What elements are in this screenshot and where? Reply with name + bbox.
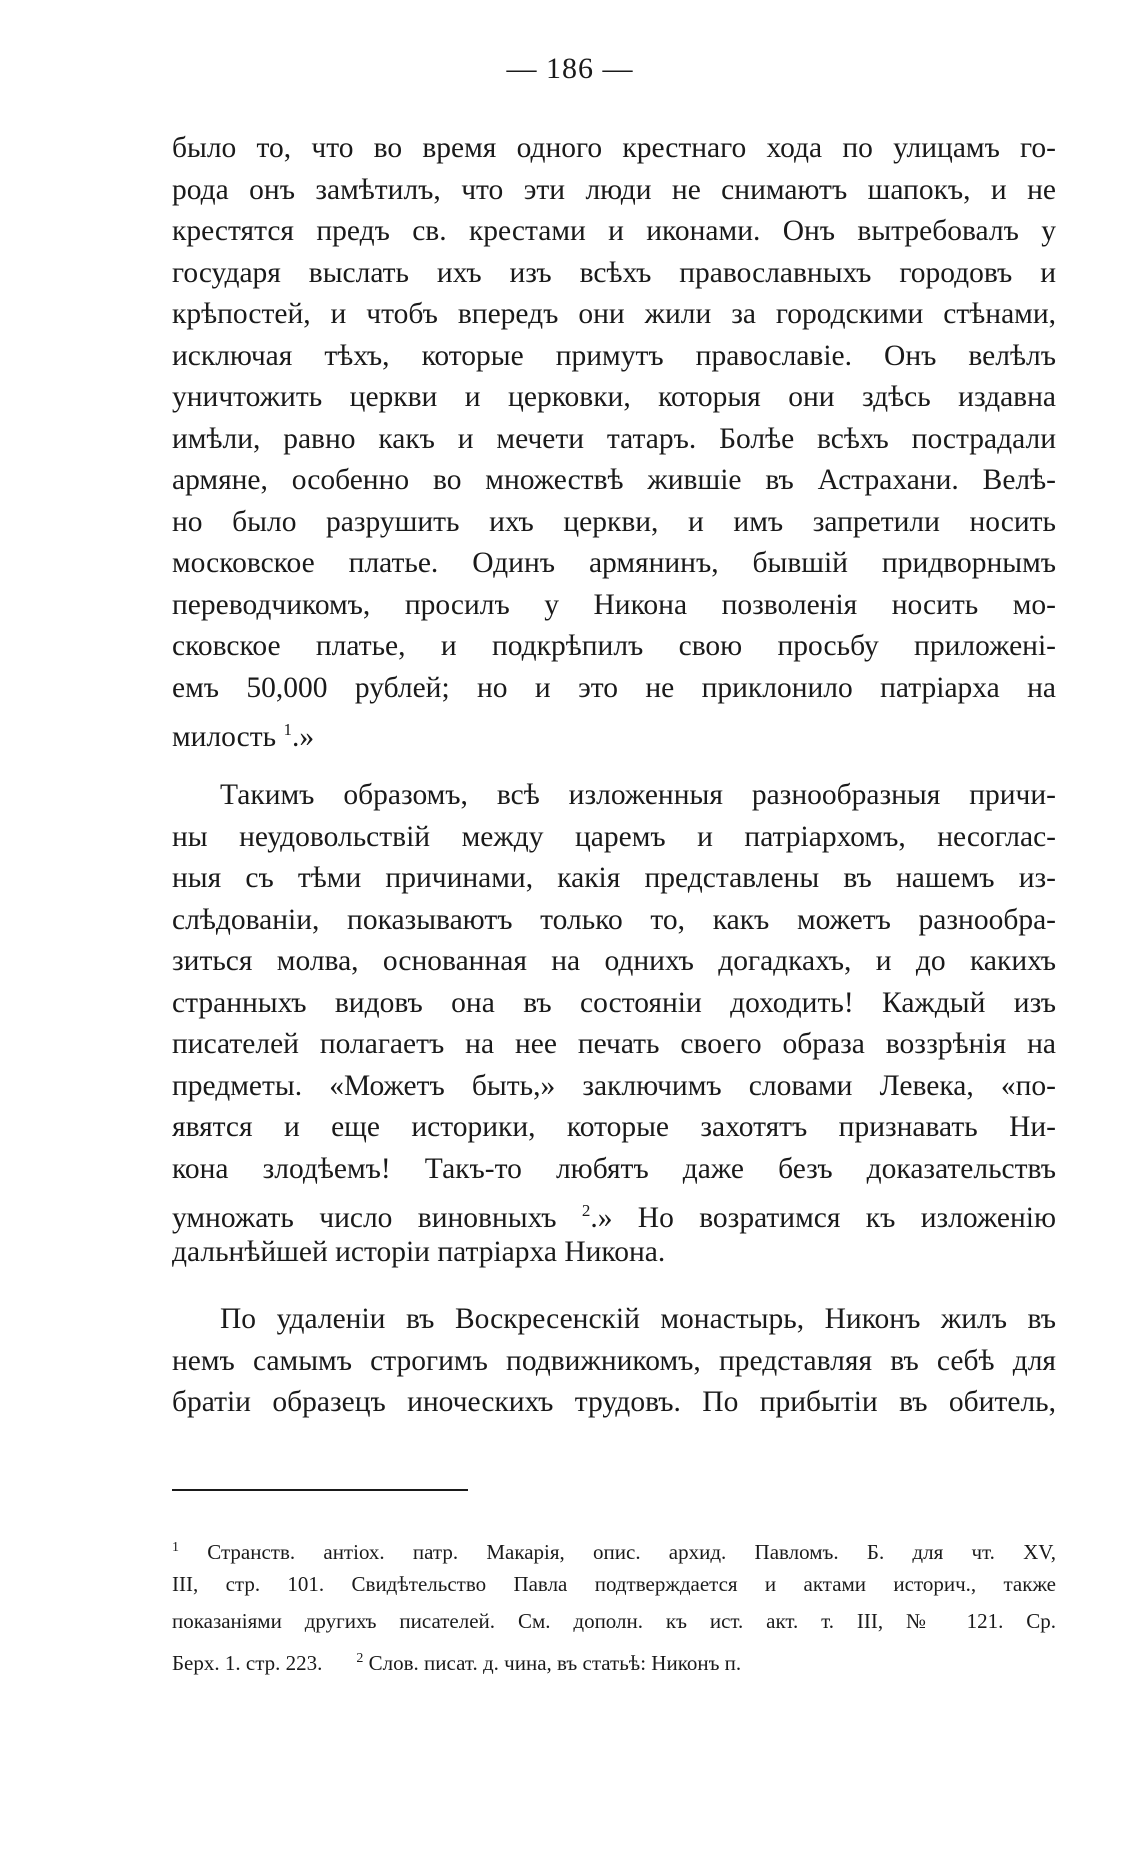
footnote-1-line: III, стр. 101. Свидѣтельство Павла подтверждается и актами историч., также xyxy=(172,1572,1056,1596)
paragraph-two xyxy=(172,775,1056,1273)
page-number: — 186 — xyxy=(506,52,634,85)
line-text: умножать число виновныхъ xyxy=(172,1201,557,1234)
footnote-1-2-line xyxy=(172,1640,1056,1677)
text-line: братіи образецъ иноческихъ трудовъ. По прибытіи въ обитель, xyxy=(172,1386,1056,1418)
text-line: государя выслать ихъ изъ всѣхъ православныхъ городовъ и xyxy=(172,256,1056,289)
text-line: исключая тѣхъ, которые примутъ православіе. Онъ велѣлъ xyxy=(172,339,1056,372)
text-line: московское платье. Одинъ армянинъ, бывшій придворнымъ xyxy=(172,547,1056,579)
footnote-ref-1: 1 xyxy=(283,720,292,739)
paragraph-three xyxy=(172,1299,1056,1424)
text-line: немъ самымъ строгимъ подвижникомъ, представляя въ себѣ для xyxy=(172,1344,1056,1377)
footnote-divider xyxy=(172,1489,468,1491)
footnote-ref-2: 2 xyxy=(581,1201,591,1220)
text-line: крестятся предъ св. крестами и иконами. Онъ вытребовалъ у xyxy=(172,215,1056,247)
footnote-mark-2: 2 xyxy=(356,1651,364,1666)
text-line: рода онъ замѣтилъ, что эти люди не снимаютъ шапокъ, и не xyxy=(172,173,1056,206)
text-line-with-ref xyxy=(172,1190,1056,1232)
footnote-text: Слов. писат. д. чина, въ статьѣ: Никонъ п. xyxy=(368,1651,742,1675)
text-line: крѣпостей, и чтобъ впередъ они жили за городскими стѣнами, xyxy=(172,298,1056,330)
text-line: слѣдованіи, показываютъ только то, какъ можетъ разнообра- xyxy=(172,903,1056,936)
text-line: переводчикомъ, просилъ у Никона позволенія носить мо- xyxy=(172,588,1056,621)
text-line: странныхъ видовъ она въ состояніи доходить! Каждый изъ xyxy=(172,986,1056,1019)
text-line: сковское платье, и подкрѣпилъ свою просьбу приложені- xyxy=(172,630,1056,662)
footnote-mark-1: 1 xyxy=(172,1540,179,1555)
line-text: милость xyxy=(172,720,277,753)
text-line: явятся и еще историки, которые захотятъ признавать Ни- xyxy=(172,1111,1056,1143)
line-text-after: .» Но возратимся къ изложенію xyxy=(590,1201,1056,1234)
paragraph-continued xyxy=(172,128,1056,751)
text-line: предметы. «Можетъ быть,» заключимъ словами Левека, «по- xyxy=(172,1069,1056,1102)
footnotes xyxy=(172,1529,1056,1677)
text-line: зиться молва, основанная на однихъ догадкахъ, и до какихъ xyxy=(172,945,1056,977)
footnote-text: Странств. антіох. патр. Макарія, опис. архид. Павломъ. Б. для чт. XV, xyxy=(207,1540,1057,1564)
text-line: Такимъ образомъ, всѣ изложенныя разнообразныя причи- xyxy=(220,779,1056,811)
text-line: писателей полагаетъ на нее печать своего образа воззрѣнія на xyxy=(172,1028,1056,1060)
footnote-1-line: показаніями другихъ писателей. См. дополн. къ ист. акт. т. III, № 121. Ср. xyxy=(172,1609,1056,1633)
text-line: уничтожить церкви и церковки, которыя они здѣсь издавна xyxy=(172,381,1056,413)
footnote-1-line xyxy=(172,1529,1056,1566)
footnote-text: Берх. 1. стр. 223. xyxy=(172,1651,323,1675)
text-line: но было разрушить ихъ церкви, и имъ запретили носить xyxy=(172,505,1056,538)
text-line: кона злодѣемъ! Такъ-то любятъ даже безъ доказательствъ xyxy=(172,1152,1056,1185)
text-line: емъ 50,000 рублей; но и это не приклонило патріарха на xyxy=(172,671,1056,704)
line-text-close: .» xyxy=(291,720,315,753)
text-line: ныя съ тѣми причинами, какія представлены въ нашемъ из- xyxy=(172,862,1056,894)
text-line: ны неудовольствій между царемъ и патріархомъ, несоглас- xyxy=(172,820,1056,853)
text-line-last xyxy=(172,709,1056,751)
text-line: армяне, особенно во множествѣ жившіе въ Астрахани. Велѣ- xyxy=(172,464,1056,496)
text-line: По удаленіи въ Воскресенскій монастырь, Никонъ жилъ въ xyxy=(220,1303,1056,1335)
text-line-last: дальнѣйшей исторіи патріарха Никона. xyxy=(172,1235,666,1268)
text-line: имѣли, равно какъ и мечети татаръ. Болѣе всѣхъ пострадали xyxy=(172,422,1056,455)
text-line: было то, что во время одного крестнаго хода по улицамъ го- xyxy=(172,132,1056,164)
